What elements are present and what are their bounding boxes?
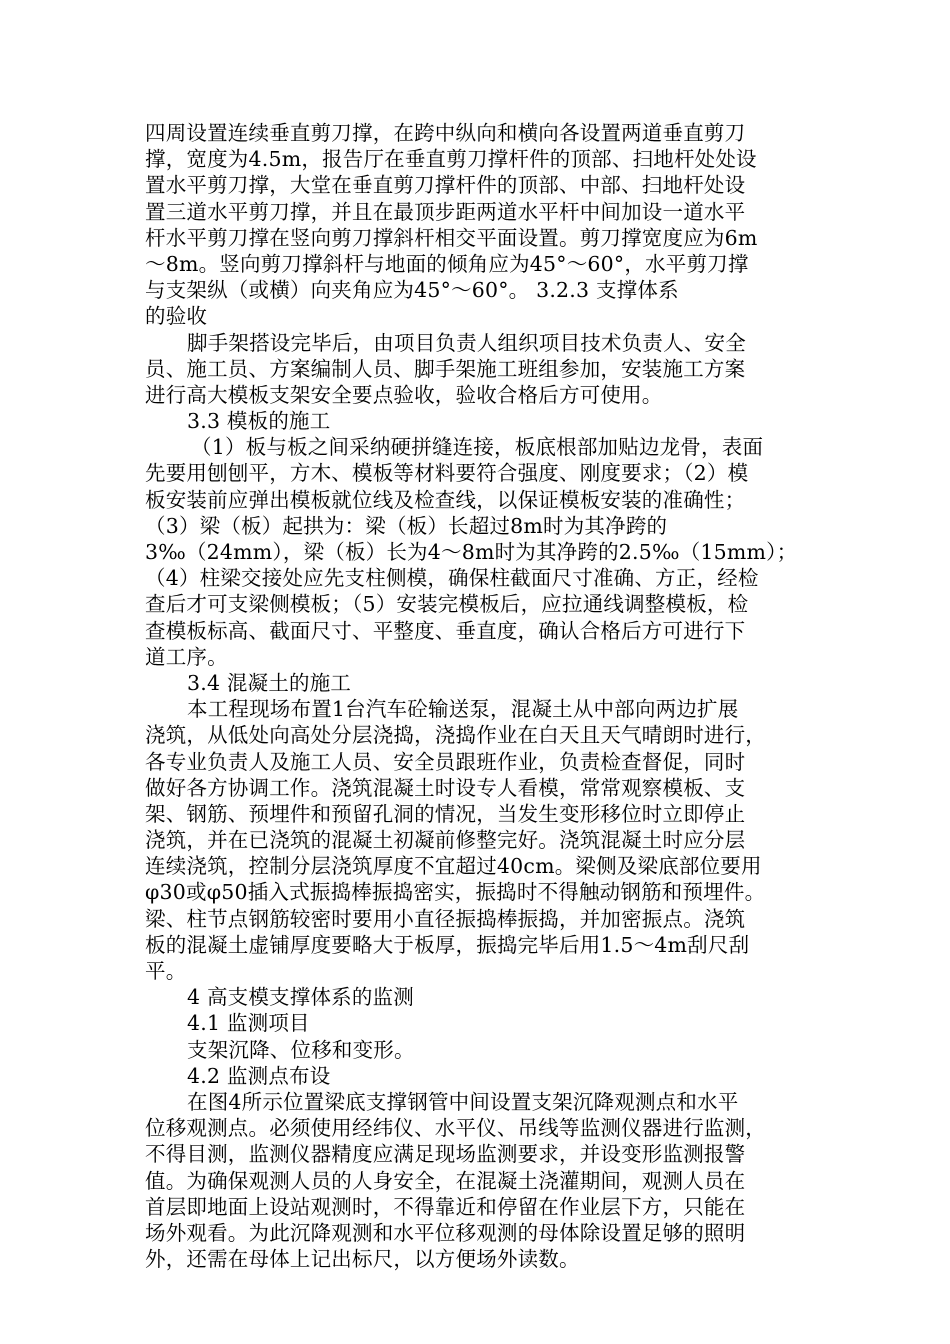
text-line: 位移观测点。必须使用经纬仪、水平仪、吊线等监测仪器进行监测，	[145, 1116, 766, 1141]
text-line: ～8m。竖向剪刀撑斜杆与地面的倾角应为45°～60°，水平剪刀撑	[145, 251, 749, 276]
text-line: 3‰（24mm），梁（板）长为4～8m时为其净跨的2.5‰（15mm）；	[145, 540, 798, 564]
text-line: 场外观看。为此沉降观测和水平位移观测的母体除设置足够的照明	[145, 1220, 746, 1245]
text-line: 外，还需在母体上记出标尺，以方便场外读数。	[145, 1247, 580, 1272]
text-line: 与支架纵（或横）向夹角应为45°～60°。 3.2.3 支撑体系	[145, 278, 679, 303]
text-line: （4）柱梁交接处应先支柱侧模，确保柱截面尺寸准确、方正，经检	[145, 566, 759, 591]
text-line: 板的混凝土虚铺厚度要略大于板厚，振捣完毕后用1.5～4m刮尺刮	[145, 932, 750, 957]
text-line: 不得目测，监测仪器精度应满足现场监测要求，并设变形监测报警	[145, 1142, 746, 1167]
text-line: 置三道水平剪刀撑，并且在最顶步距两道水平杆中间加设一道水平	[145, 199, 746, 224]
text-line: 查模板标高、截面尺寸、平整度、垂直度，确认合格后方可进行下	[145, 618, 746, 643]
text-line: 值。为确保观测人员的人身安全，在混凝土浇灌期间，观测人员在	[145, 1168, 746, 1193]
text-line: 置水平剪刀撑，大堂在垂直剪刀撑杆件的顶部、中部、扫地杆处设	[145, 173, 746, 198]
paragraph-start: 本工程现场布置1台汽车砼输送泵，混凝土从中部向两边扩展	[187, 697, 739, 722]
document-body	[145, 120, 805, 1272]
text-line: 首层即地面上设站观测时，不得靠近和停留在作业层下方，只能在	[145, 1194, 746, 1219]
text-line: 板安装前应弹出模板就位线及检查线，以保证模板安装的准确性；	[145, 487, 746, 512]
paragraph-start: （1）板与板之间采纳硬拼缝连接，板底根部加贴边龙骨，表面	[191, 435, 764, 460]
text-line: 四周设置连续垂直剪刀撑，在跨中纵向和横向各设置两道垂直剪刀	[145, 121, 746, 145]
text-line: 平。	[145, 959, 187, 983]
text-line: 架、钢筋、预埋件和预留孔洞的情况，当发生变形移位时立即停止	[145, 801, 746, 826]
text-line: （3）梁（板）起拱为：梁（板）长超过8m时为其净跨的	[145, 513, 668, 538]
section-heading: 4.1 监测项目	[187, 1011, 310, 1036]
text-line: 浇筑，从低处向高处分层浇捣，浇捣作业在白天且天气晴朗时进行，	[145, 723, 766, 748]
text-line: 的验收	[145, 304, 208, 329]
text-line: 做好各方协调工作。浇筑混凝土时设专人看模，常常观察模板、支	[145, 775, 746, 800]
text-line: 进行高大模板支架安全要点验收，验收合格后方可使用。	[145, 382, 663, 407]
text-line: 道工序。	[145, 644, 228, 669]
paragraph-start: 在图4所示位置梁底支撑钢管中间设置支架沉降观测点和水平	[187, 1089, 739, 1114]
text-line: 杆水平剪刀撑在竖向剪刀撑斜杆相交平面设置。剪刀撑宽度应为6m	[145, 225, 758, 250]
section-heading: 4.2 监测点布设	[187, 1063, 331, 1088]
section-heading: 3.3 模板的施工	[187, 409, 331, 434]
section-heading: 4 高支模支撑体系的监测	[187, 985, 414, 1010]
text-line: 连续浇筑，控制分层浇筑厚度不宜超过40cm。梁侧及梁底部位要用	[145, 854, 762, 879]
text-line: φ30或φ50插入式振捣棒振捣密实，振捣时不得触动钢筋和预埋件。	[145, 880, 766, 905]
text-line: 各专业负责人及施工人员、安全员跟班作业，负责检查督促，同时	[145, 749, 746, 774]
text-line: 先要用刨刨平，方木、模板等材料要符合强度、刚度要求；（2）模	[145, 461, 749, 486]
paragraph-start: 脚手架搭设完毕后，由项目负责人组织项目技术负责人、安全	[187, 330, 746, 355]
text-line: 查后才可支梁侧模板；（5）安装完模板后，应拉通线调整模板，检	[145, 592, 749, 617]
text-line: 员、施工员、方案编制人员、脚手架施工班组参加，安装施工方案	[145, 356, 746, 381]
section-heading: 3.4 混凝土的施工	[187, 670, 352, 695]
paragraph-start: 支架沉降、位移和变形。	[187, 1037, 415, 1062]
text-line: 浇筑，并在已浇筑的混凝土初凝前修整完好。浇筑混凝土时应分层	[145, 828, 746, 853]
text-line: 梁、柱节点钢筋较密时要用小直径振捣棒振捣，并加密振点。浇筑	[145, 906, 746, 931]
text-line: 撑，宽度为4.5m，报告厅在垂直剪刀撑杆件的顶部、扫地杆处处设	[145, 147, 757, 172]
